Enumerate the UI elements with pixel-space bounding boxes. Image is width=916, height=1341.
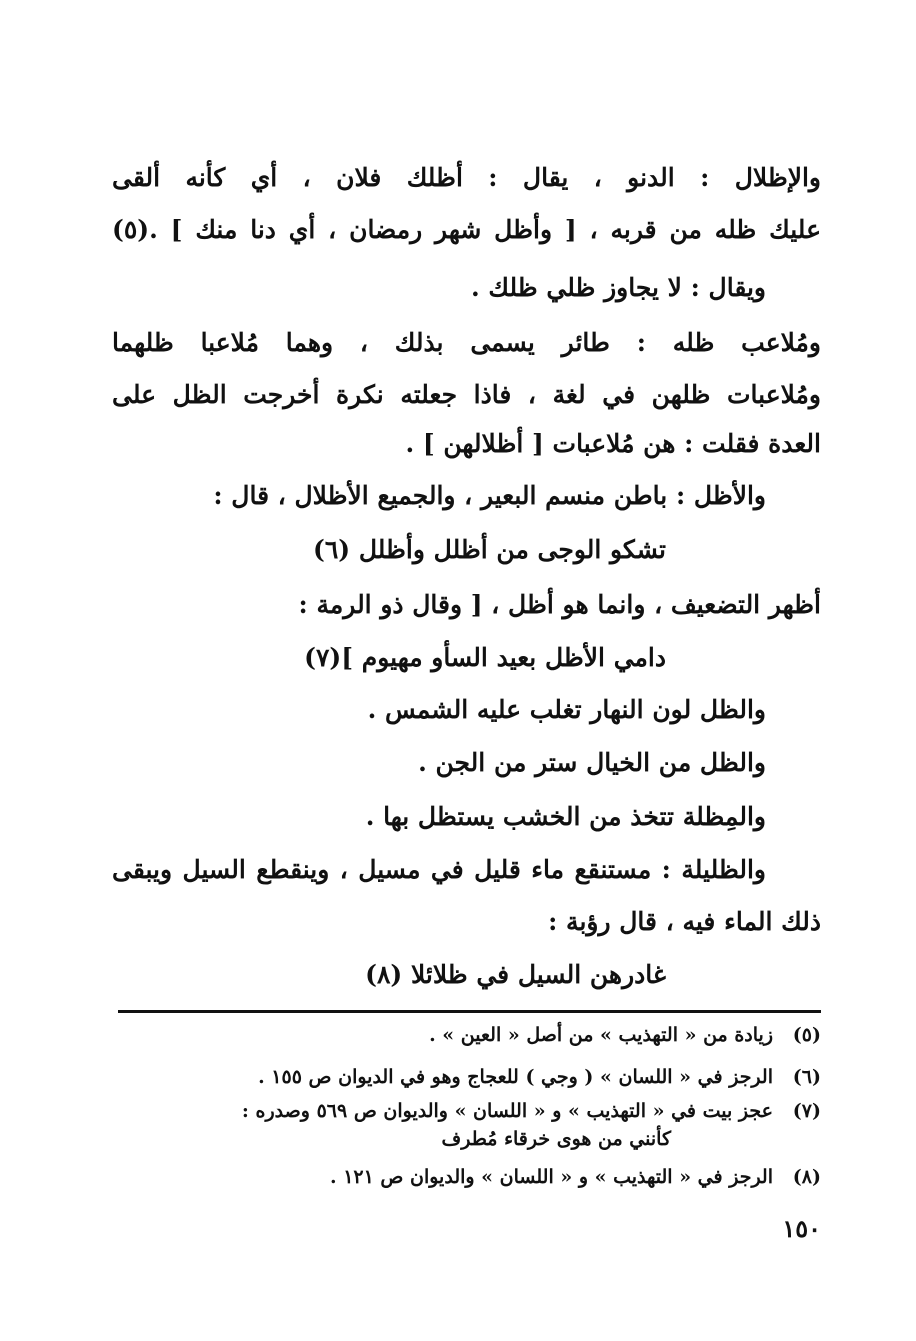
text-line: والظل لون النهار تغلب عليه الشمس . [367,695,766,724]
footnote-number: (٨) [792,1166,821,1188]
text-line: العدة فقلت : هن مُلاعبات [ أظلالهن ] . [405,429,821,458]
text-line: والأظل : باطن منسم البعير ، والجميع الأظلال ، قال : [213,481,766,510]
footnote-text: الرجز في « اللسان » ( وجي ) للعجاج وهو في الديوان ص ١٥٥ . [258,1066,773,1088]
text-line: والمِظلة تتخذ من الخشب يستظل بها . [365,802,766,831]
text-line: ومُلاعب ظله : طائر يسمى بذلك ، وهما مُلاعبا ظلهما [112,328,821,357]
footnote-text: كأنني من هوى خرقاء مُطرف [441,1128,671,1150]
text-line: ويقال : لا يجاوز ظلي ظلك . [471,273,766,302]
text-line: عليك ظله من قربه ، [ وأظل شهر رمضان ، أي دنا منك ] .(٥) [112,215,821,244]
verse-line: غادرهن السيل في ظلائلا (٨) [365,960,666,989]
page-number: ١٥٠ [782,1214,821,1243]
text-line: أظهر التضعيف ، وانما هو أظل ، [ وقال ذو الرمة : [298,590,821,619]
footnote-divider [118,1010,821,1013]
text-line: والإظلال : الدنو ، يقال : أظلك فلان ، أي كأنه ألقى [112,163,821,192]
text-line: ومُلاعبات ظلهن في لغة ، فاذا جعلته نكرة أخرجت الظل على [112,380,821,409]
verse-line: دامي الأظل بعيد السأو مهيوم ](٧) [304,643,666,672]
text-line: والظليلة : مستنقع ماء قليل في مسيل ، وينقطع السيل ويبقى [112,855,766,884]
footnote-number: (٦) [792,1066,821,1088]
footnote-number: (٧) [792,1100,821,1122]
footnote-text: عجز بيت في « التهذيب » و « اللسان » والديوان ص ٥٦٩ وصدره : [241,1100,773,1122]
footnote-number: (٥) [792,1024,821,1046]
footnote-text: زيادة من « التهذيب » من أصل « العين » . [429,1024,773,1046]
verse-line: تشكو الوجى من أظلل وأظلل (٦) [313,535,666,564]
text-line: والظل من الخيال ستر من الجن . [418,748,766,777]
footnote-text: الرجز في « التهذيب » و « اللسان » والديوان ص ١٢١ . [329,1166,773,1188]
text-line: ذلك الماء فيه ، قال رؤبة : [548,907,821,936]
